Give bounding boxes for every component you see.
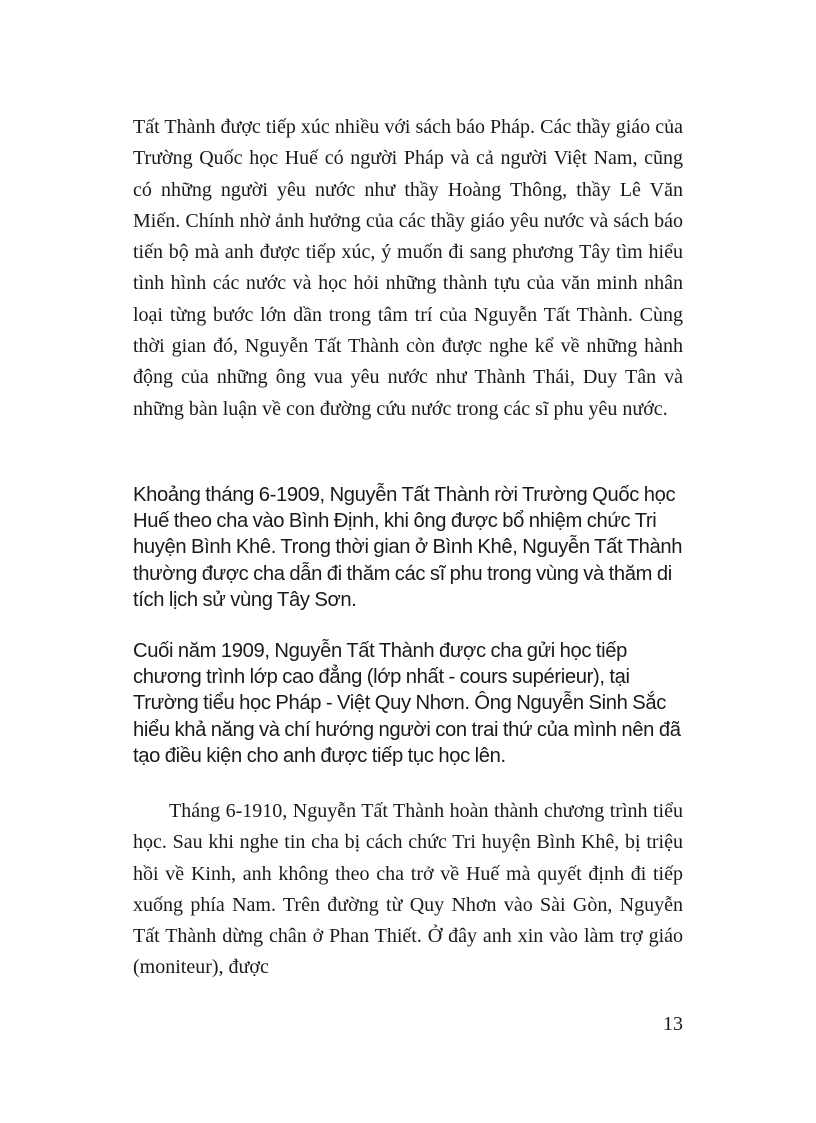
page-number: 13 bbox=[663, 1013, 683, 1035]
paragraph-quoc-hoc-hue: Tất Thành được tiếp xúc nhiều với sách báo Pháp. Các thầy giáo của Trường Quốc học Huế có người Pháp và cả người Việt Nam, cũng có những người yêu nước như thầy Hoàng Thông, thầy Lê Văn Miến. Chính nhờ ảnh hưởng của các thầy giáo yêu nước và sách báo tiến bộ mà anh được tiếp xúc, ý muốn đi sang phương Tây tìm hiểu tình hình các nước và học hỏi những thành tựu của văn minh nhân loại từng bước lớn dần trong tâm trí của Nguyễn Tất Thành. Cùng thời gian đó, Nguyễn Tất Thành còn được nghe kể về những hành động của những ông vua yêu nước như Thành Thái, Duy Tân và những bàn luận về con đường cứu nước trong các sĩ phu yêu nước. bbox=[133, 116, 683, 420]
paragraph-binh-dinh: Khoảng tháng 6-1909, Nguyễn Tất Thành rời Trường Quốc học Huế theo cha vào Bình Định, khi ông được bổ nhiệm chức Tri huyện Bình Khê. Trong thời gian ở Bình Khê, Nguyễn Tất Thành thường được cha dẫn đi thăm các sĩ phu trong vùng và thăm di tích lịch sử vùng Tây Sơn. bbox=[133, 484, 683, 611]
paragraph-quy-nhon-school: Cuối năm 1909, Nguyễn Tất Thành được cha gửi học tiếp chương trình lớp cao đẳng (lớp nhất - cours supérieur), tại Trường tiểu học Pháp - Việt Quy Nhơn. Ông Nguyễn Sinh Sắc hiểu khả năng và chí hướng người con trai thứ của mình nên đã tạo điều kiện cho anh được tiếp tục học lên. bbox=[133, 640, 681, 767]
paragraph-phan-thiet: Tháng 6-1910, Nguyễn Tất Thành hoàn thành chương trình tiểu học. Sau khi nghe tin cha bị cách chức Tri huyện Bình Khê, bị triệu hồi về Kinh, anh không theo cha trở về Huế mà quyết định đi tiếp xuống phía Nam. Trên đường từ Quy Nhơn vào Sài Gòn, Nguyễn Tất Thành dừng chân ở Phan Thiết. Ở đây anh xin vào làm trợ giáo (moniteur), được bbox=[133, 800, 683, 979]
